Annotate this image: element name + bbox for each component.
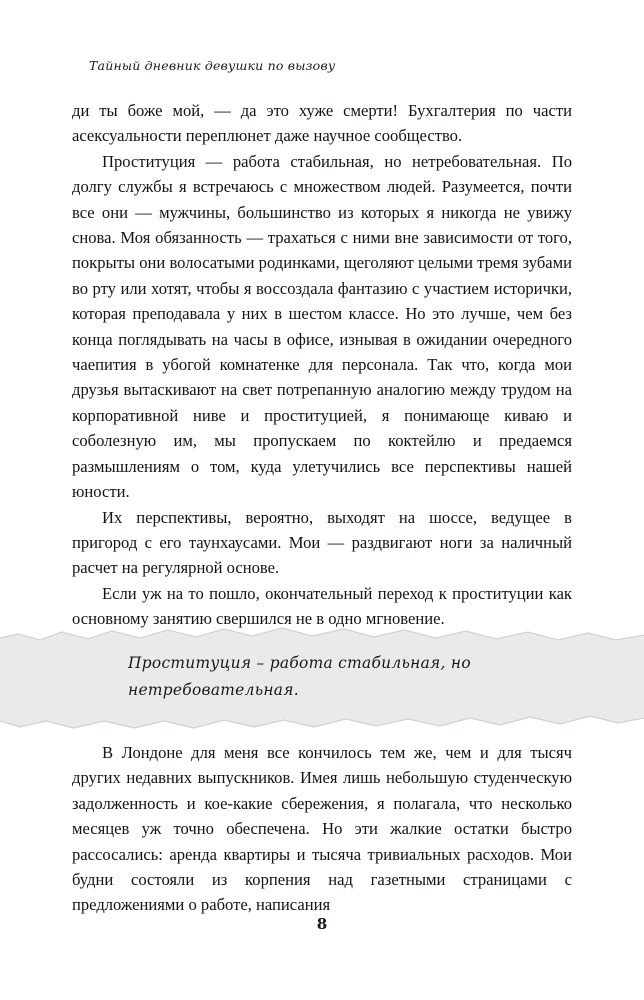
pull-quote-text: Проституция – работа стабильная, но нетребовательная. (128, 654, 471, 699)
body-text-top (72, 98, 572, 632)
paragraph: ди ты боже мой, — да это хуже смерти! Бухгалтерия по части асексуальности переплюнет даже научное сообщество. (72, 101, 572, 146)
paragraph: Их перспективы, вероятно, выходят на шоссе, ведущее в пригород с его таунхаусами. Мои — раздвигают ноги за наличный расчет на регулярной основе. (72, 507, 572, 578)
body-text-bottom (72, 740, 572, 918)
running-head: Тайный дневник девушки по вызову (89, 58, 336, 73)
pull-quote-block (0, 622, 644, 732)
paragraph: Если уж на то пошло, окончательный переход к проституции как основному занятию свершился не в одно мгновение. (72, 583, 572, 629)
paragraph: Проституция — работа стабильная, но нетребовательная. По долгу службы я встречаюсь с множеством людей. Разумеется, почти все они — мужчины, большинство из которых я никогда не увижу снова. Моя обязанность — трахаться с ними вне зависимости от того, покрыты они волосатыми родинками, щеголяют целыми тремя зубами во рту или хотят, чтобы я воссоздала фантазию с участием исторички, которая преподавала у них в шестом классе. Но это лучше, чем без конца поглядывать на часы в офисе, изнывая в ожидании очередного чаепития в убогой комнатенке для персонала. Так что, когда мои друзья вытаскивают на свет потрепанную аналогию между трудом на корпоративной ниве и проституцией, я понимающе киваю и соболезную им, мы пропускаем по коктейлю и предаемся размышлениям о том, куда улетучились все перспективы нашей юности. (72, 151, 573, 502)
paragraph: В Лондоне для меня все кончилось тем же, чем и для тысяч других недавних выпускников. Имея лишь небольшую студенческую задолженность и кое-какие сбережения, я полагала, что несколько месяцев уж точно обеспечена. Но эти жалкие остатки быстро рассосались: аренда квартиры и тысяча тривиальных расходов. Мои будни состояли из корпения над газетными страницами с предложениями о работе, написания (72, 743, 572, 915)
page-number: 8 (316, 915, 328, 933)
